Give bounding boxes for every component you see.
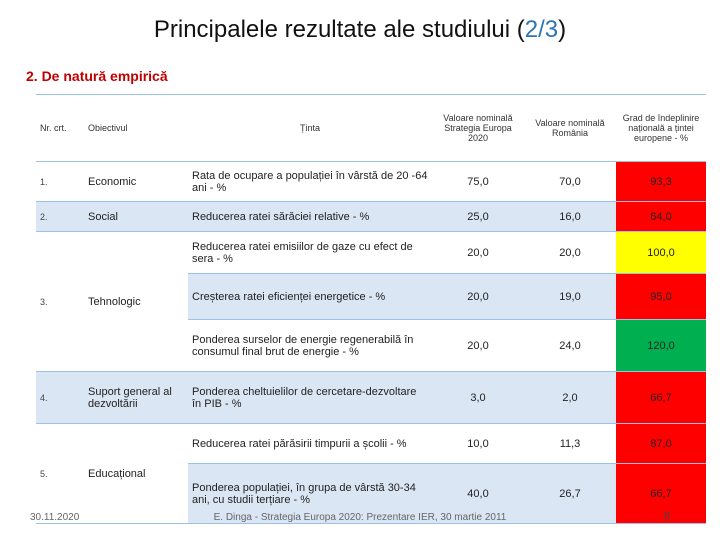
- results-table: [36, 94, 706, 524]
- row-ro-value: 16,0: [524, 202, 616, 232]
- row-objective: Educațional: [84, 424, 188, 524]
- row-achievement: 95,0: [616, 274, 706, 320]
- row-nr: 4.: [36, 372, 84, 424]
- row-achievement: 100,0: [616, 232, 706, 274]
- row-eu-value: 75,0: [432, 162, 524, 202]
- header-objective: Obiectivul: [84, 95, 188, 162]
- row-nr: 3.: [36, 232, 84, 372]
- header-eu-value: Valoare nominală Strategia Europa 2020: [432, 95, 524, 162]
- header-target: Ținta: [188, 95, 432, 162]
- row-ro-value: 11,3: [524, 424, 616, 464]
- slide-title-accent: 2/3: [524, 16, 559, 43]
- row-achievement: 87,0: [616, 424, 706, 464]
- header-nr: Nr. crt.: [36, 95, 84, 162]
- footer-page-number: 8: [664, 510, 671, 522]
- row-eu-value: 20,0: [432, 320, 524, 372]
- row-eu-value: 20,0: [432, 232, 524, 274]
- row-eu-value: 10,0: [432, 424, 524, 464]
- row-ro-value: 19,0: [524, 274, 616, 320]
- table-row: [36, 202, 706, 232]
- row-nr: 5.: [36, 424, 84, 524]
- row-ro-value: 20,0: [524, 232, 616, 274]
- row-ro-value: 2,0: [524, 372, 616, 424]
- slide-title: [0, 16, 720, 44]
- row-objective: Tehnologic: [84, 232, 188, 372]
- row-achievement: 120,0: [616, 320, 706, 372]
- row-ro-value: 70,0: [524, 162, 616, 202]
- row-ro-value: 24,0: [524, 320, 616, 372]
- header-achievement: Grad de îndeplinire națională a țintei europene - %: [616, 95, 706, 162]
- row-target: Rata de ocupare a populației în vârstă de 20 -64 ani - %: [188, 162, 432, 202]
- slide-title-main: Principalele rezultate ale studiului (: [153, 16, 525, 43]
- row-ro-value: 26,7: [524, 464, 616, 524]
- row-eu-value: 3,0: [432, 372, 524, 424]
- row-objective: Social: [84, 202, 188, 232]
- row-achievement: 93,3: [616, 162, 706, 202]
- footer-date: 30.11.2020: [30, 512, 80, 523]
- row-nr: 1.: [36, 162, 84, 202]
- table-header-row: [36, 95, 706, 162]
- row-achievement: 66,7: [616, 464, 706, 524]
- row-target: Ponderea populației, în grupa de vârstă 30-34 ani, cu studii terțiare - %: [188, 464, 432, 524]
- slide-title-close: ): [558, 16, 567, 43]
- table-row: [36, 162, 706, 202]
- header-ro-value: Valoare nominală România: [524, 95, 616, 162]
- row-target: Ponderea surselor de energie regenerabilă în consumul final brut de energie - %: [188, 320, 432, 372]
- row-target: Reducerea ratei sărăciei relative - %: [188, 202, 432, 232]
- table-row: [36, 232, 706, 274]
- row-eu-value: 20,0: [432, 274, 524, 320]
- row-eu-value: 40,0: [432, 464, 524, 524]
- row-target: Creșterea ratei eficienței energetice - %: [188, 274, 432, 320]
- footer-source: E. Dinga - Strategia Europa 2020: Prezentare IER, 30 martie 2011: [213, 512, 507, 523]
- section-subtitle: 2. De natură empirică: [26, 68, 168, 84]
- row-target: Reducerea ratei emisiilor de gaze cu efect de sera - %: [188, 232, 432, 274]
- row-target: Ponderea cheltuielilor de cercetare-dezvoltare în PIB - %: [188, 372, 432, 424]
- row-objective: Economic: [84, 162, 188, 202]
- row-achievement: 66,7: [616, 372, 706, 424]
- row-target: Reducerea ratei părăsirii timpurii a școlii - %: [188, 424, 432, 464]
- row-eu-value: 25,0: [432, 202, 524, 232]
- table-row: [36, 424, 706, 464]
- row-achievement: 64,0: [616, 202, 706, 232]
- row-nr: 2.: [36, 202, 84, 232]
- row-objective: Suport general al dezvoltării: [84, 372, 188, 424]
- table-row: [36, 372, 706, 424]
